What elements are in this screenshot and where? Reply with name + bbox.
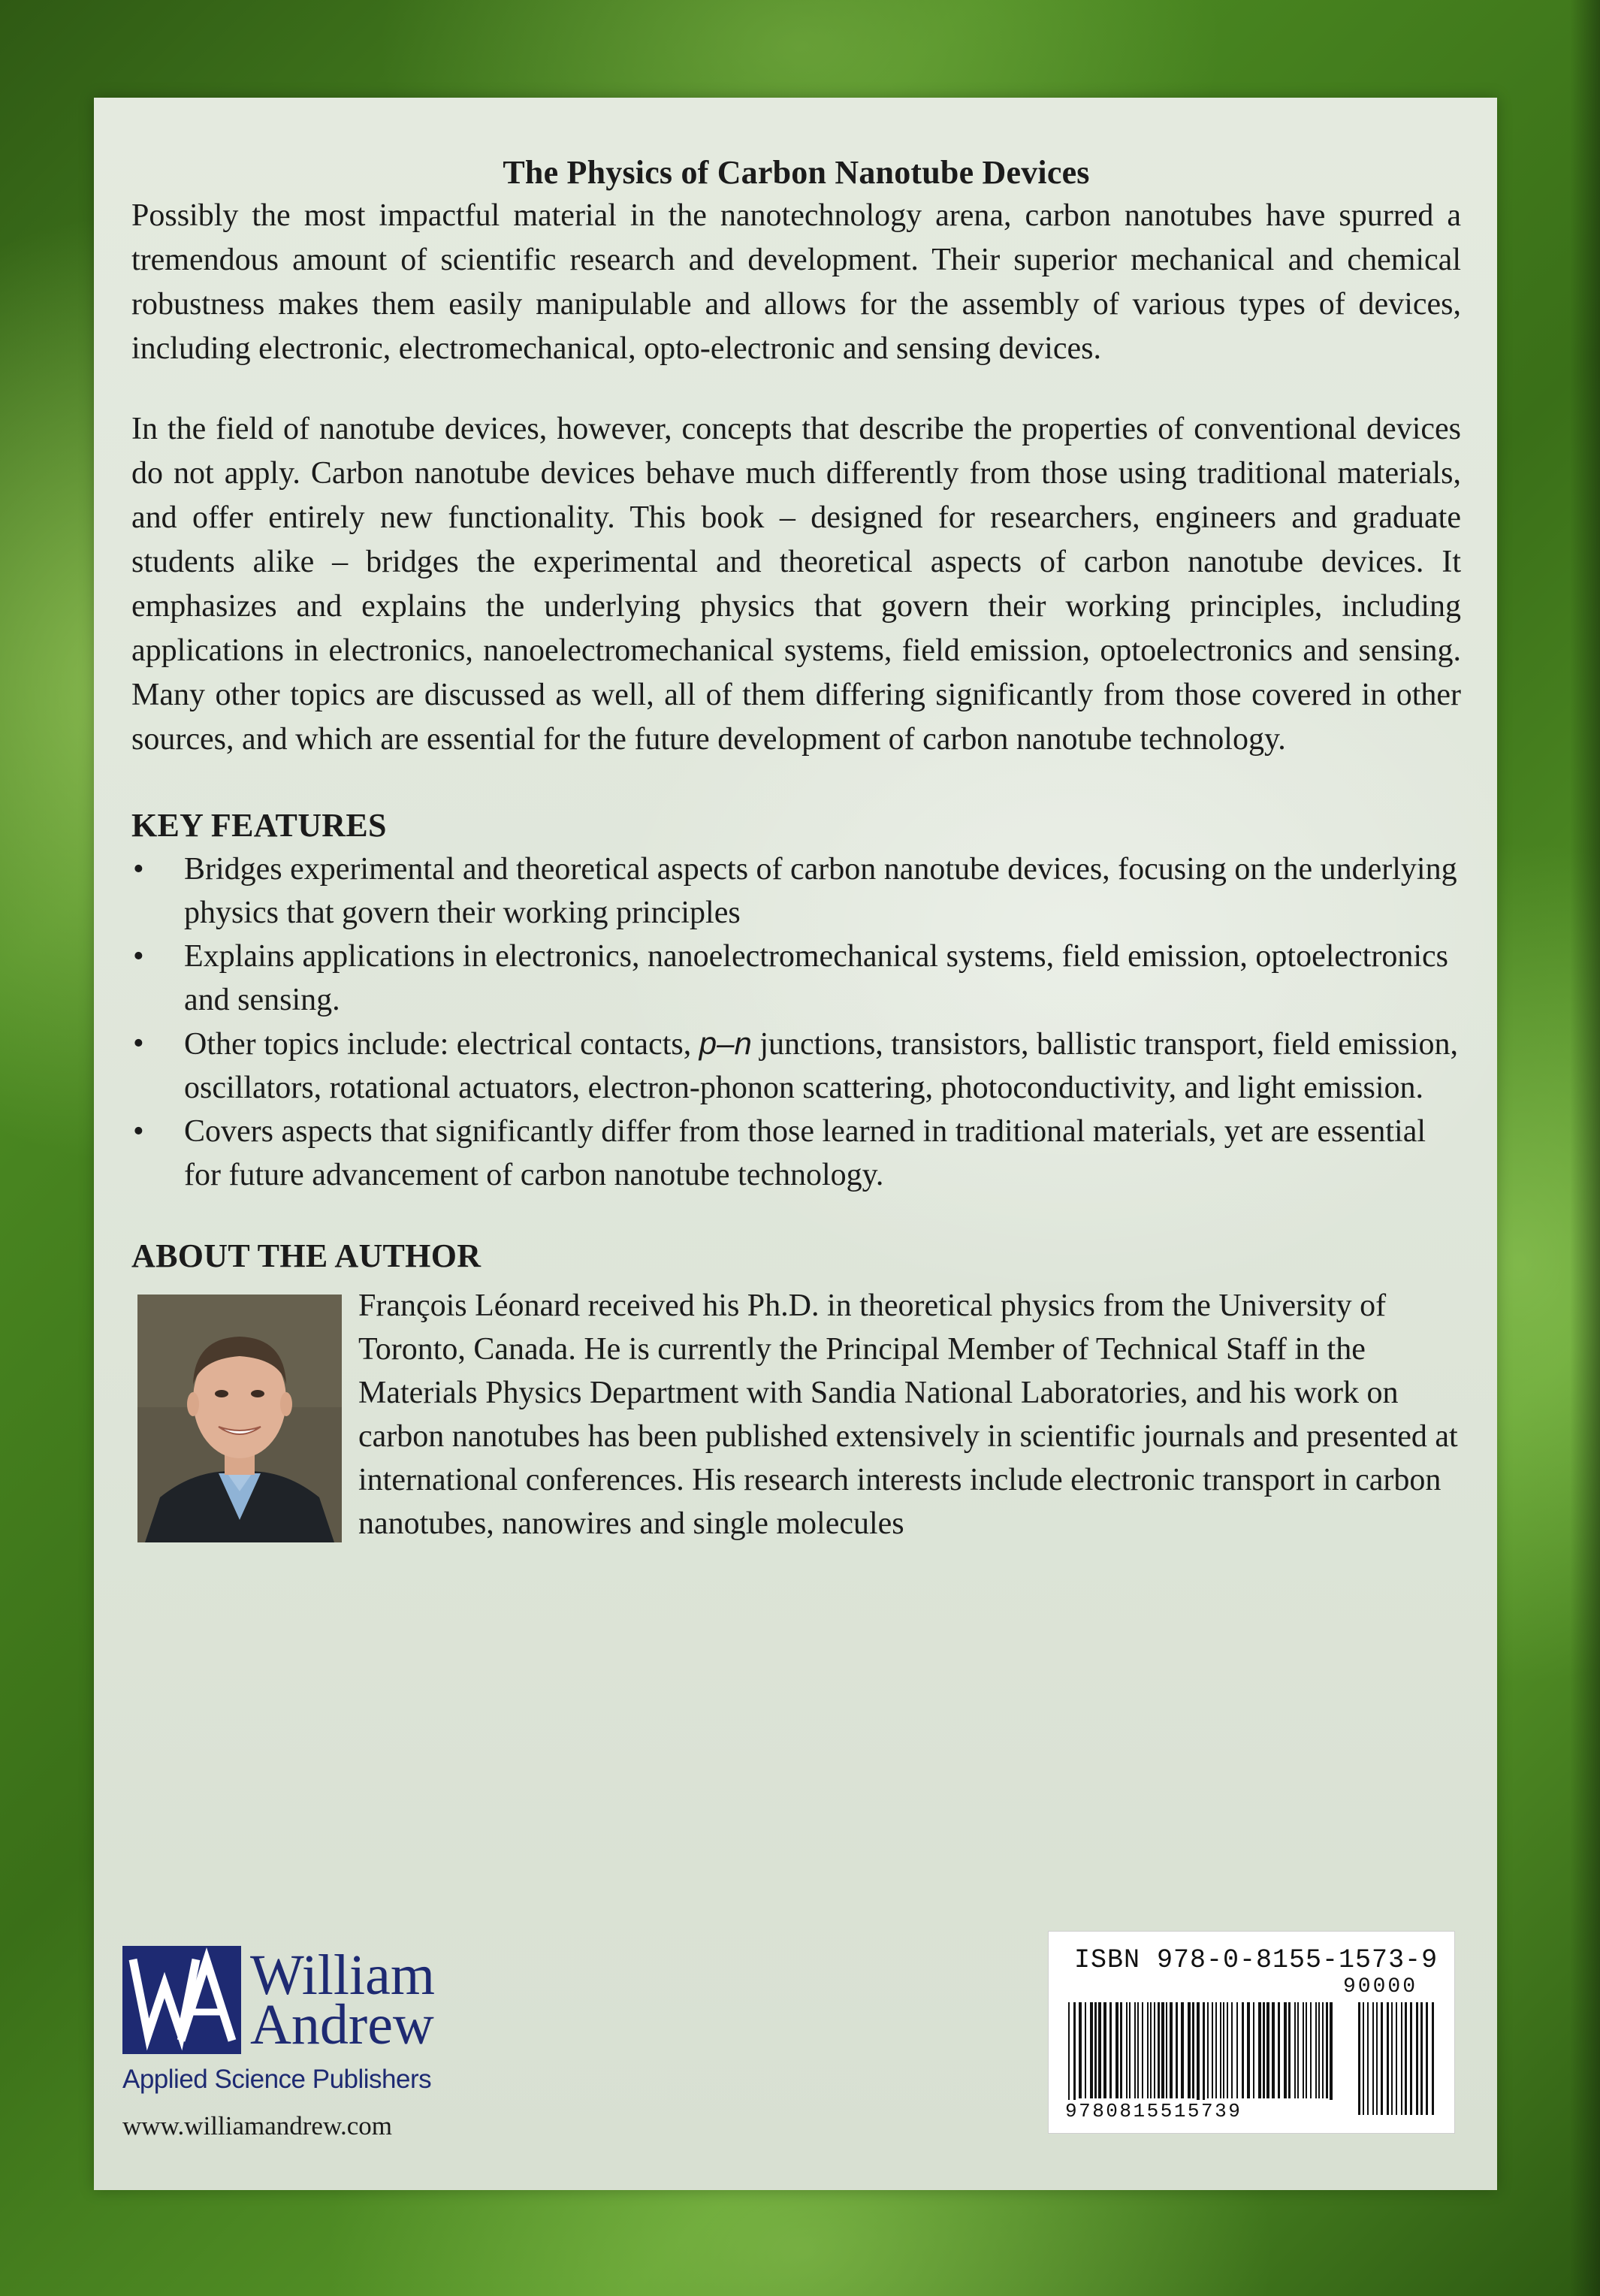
feature-text-italic: p–n — [699, 1026, 752, 1061]
feature-item — [131, 847, 1461, 935]
bullet-icon: • — [133, 1026, 144, 1061]
about-author-block — [131, 1284, 1461, 1600]
feature-text-before: Other topics include: electrical contacts, — [184, 1027, 699, 1062]
feature-item — [131, 935, 1461, 1022]
back-cover-panel — [94, 98, 1497, 2190]
publisher-name-line-2: Andrew — [250, 1993, 434, 2056]
isbn-barcode — [1048, 1931, 1455, 2134]
spine-edge — [1570, 0, 1600, 2296]
feature-text: Bridges experimental and theoretical aspects of carbon nanotube devices, focusing on the underlying physics that govern their working principles — [184, 852, 1457, 930]
author-photo — [137, 1295, 342, 1542]
publisher-website: www.williamandrew.com — [122, 2111, 392, 2140]
feature-text: Covers aspects that significantly differ from those learned in traditional materials, yet are essential for future advancement of carbon nanotube technology. — [184, 1114, 1426, 1192]
author-bio: François Léonard received his Ph.D. in theoretical physics from the University of Toronto, Canada. He is currently the Principal Member of Technical Staff in the Materials Physics Department with Sandia National Laboratories, and his work on carbon nanotubes has been published extensively in scientific journals and presented at international conferences. His research interests include electronic transport in carbon nanotubes, nanowires and single molecules — [358, 1288, 1458, 1541]
feature-text-after: junctions, transistors, ballistic transport, field emission, oscillators, rotational actuators, electron-phonon scattering, photoconductivity, and light emission. — [184, 1027, 1459, 1105]
feature-item — [131, 1110, 1461, 1197]
bullet-icon: • — [133, 939, 144, 974]
description-paragraph-1: Possibly the most impactful material in the nanotechnology arena, carbon nanotubes have spurred a tremendous amount of scientific research and development. Their superior mechanical and chemical robustness makes them easily manipulable and allows for the assembly of various types of devices, including electronic, electromechanical, opto-electronic and sensing devices. — [131, 198, 1461, 366]
publisher-tagline: Applied Science Publishers — [122, 2065, 432, 2094]
author-portrait-image — [137, 1295, 342, 1542]
description-paragraph-2: In the field of nanotube devices, however, concepts that describe the properties of conventional devices do not apply. Carbon nanotube devices behave much differently from those using traditional materials, and offer entirely new functionality. This book – designed for researchers, engineers and graduate students alike – bridges the experimental and theoretical aspects of carbon nanotube devices. It emphasizes and explains the underlying physics that govern their working principles, including applications in electronics, nanoelectromechanical systems, field emission, optoelectronics and sensing. Many other topics are discussed as well, all of them differing significantly from those covered in other sources, and which are essential for the future development of carbon nanotube technology. — [131, 412, 1461, 757]
cover-text — [131, 152, 1461, 1600]
key-features-list — [131, 847, 1461, 1197]
bullet-icon: • — [133, 1114, 144, 1149]
about-author-heading: ABOUT THE AUTHOR — [131, 1237, 482, 1274]
bullet-icon: • — [133, 852, 144, 887]
isbn-label: ISBN 978-0-8155-1573-9 — [1074, 1945, 1438, 1975]
feature-text: Explains applications in electronics, nanoelectromechanical systems, field emission, optoelectronics and sensing. — [184, 939, 1448, 1017]
feature-item — [131, 1022, 1461, 1110]
publisher-logo-icon — [122, 1946, 241, 2054]
price-code: 90000 — [1343, 1975, 1418, 1998]
book-title: The Physics of Carbon Nanotube Devices — [503, 154, 1090, 191]
publisher-name — [250, 1944, 435, 2056]
key-features-heading: KEY FEATURES — [131, 807, 387, 844]
barcode-digits: 9780815515739 — [1065, 2100, 1343, 2122]
publisher-block — [122, 1946, 513, 2141]
publisher-logo — [122, 1946, 513, 2054]
publisher-name-line-1: William — [250, 1944, 435, 2007]
